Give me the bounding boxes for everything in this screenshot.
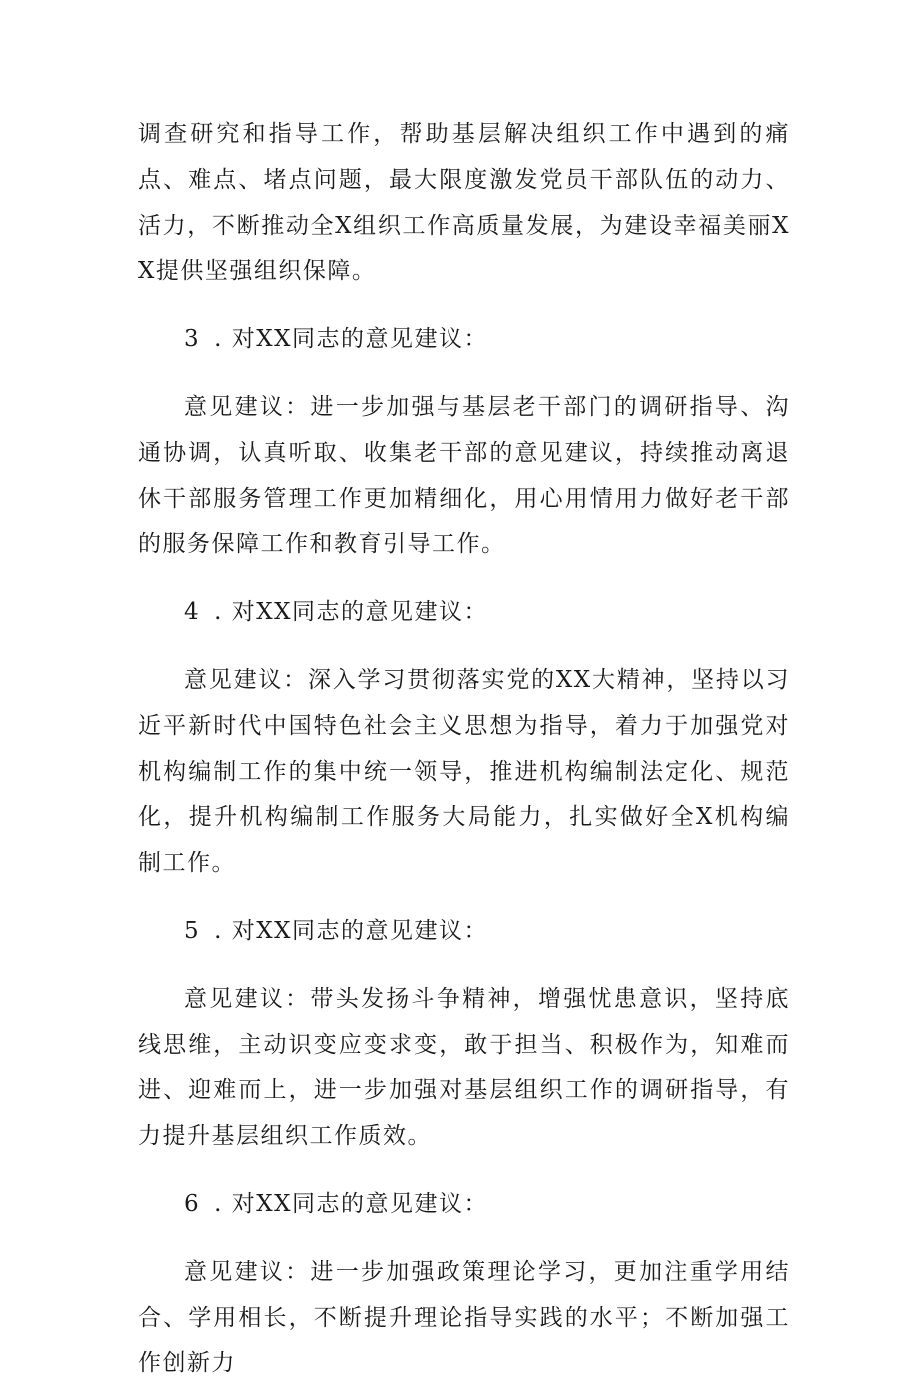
paragraph-gap	[138, 955, 790, 977]
paragraph-gap	[138, 295, 790, 317]
paragraph-gap	[138, 363, 790, 385]
section-heading-text: . 对XX同志的意见建议：	[214, 917, 489, 944]
section-number: 3	[184, 326, 201, 353]
section-body-6: 意见建议：进一步加强政策理论学习，更加注重学用结合、学用相长，不断提升理论指导实践的水平；不断加强工作创新力	[138, 1258, 790, 1377]
section-heading-4	[138, 590, 790, 636]
section-body-4: 意见建议：深入学习贯彻落实党的XX大精神，坚持以习近平新时代中国特色社会主义思想为指导，着力于加强党对机构编制工作的集中统一领导，推进机构编制法定化、规范化，提升机构编制工作服务大局能力，扎实做好全X机构编制工作。	[138, 666, 790, 877]
paragraph-gap	[138, 1160, 790, 1182]
section-heading-text: . 对XX同志的意见建议：	[214, 599, 489, 626]
section-number: 4	[184, 599, 201, 626]
section-heading-5	[138, 909, 790, 955]
section-number: 5	[184, 917, 201, 944]
paragraph-gap	[138, 1228, 790, 1250]
paragraph-gap	[138, 568, 790, 590]
paragraph-gap	[138, 887, 790, 909]
document-page	[138, 112, 790, 1387]
section-heading-3	[138, 317, 790, 363]
section-body-3: 意见建议：进一步加强与基层老干部门的调研指导、沟通协调，认真听取、收集老干部的意见建议，持续推动离退休干部服务管理工作更加精细化，用心用情用力做好老干部的服务保障工作和教育引导工作。	[138, 393, 790, 558]
continuation-paragraph: 调查研究和指导工作，帮助基层解决组织工作中遇到的痛点、难点、堵点问题，最大限度激发党员干部队伍的动力、活力，不断推动全X组织工作高质量发展，为建设幸福美丽XX提供坚强组织保障。	[138, 121, 790, 285]
section-heading-6	[138, 1182, 790, 1228]
section-heading-text: . 对XX同志的意见建议：	[214, 1190, 489, 1217]
section-body-5: 意见建议：带头发扬斗争精神，增强忧患意识，坚持底线思维，主动识变应变求变，敢于担当、积极作为，知难而进、迎难而上，进一步加强对基层组织工作的调研指导，有力提升基层组织工作质效。	[138, 985, 790, 1150]
section-number: 6	[184, 1190, 201, 1217]
section-heading-text: . 对XX同志的意见建议：	[214, 326, 489, 353]
paragraph-gap	[138, 636, 790, 658]
